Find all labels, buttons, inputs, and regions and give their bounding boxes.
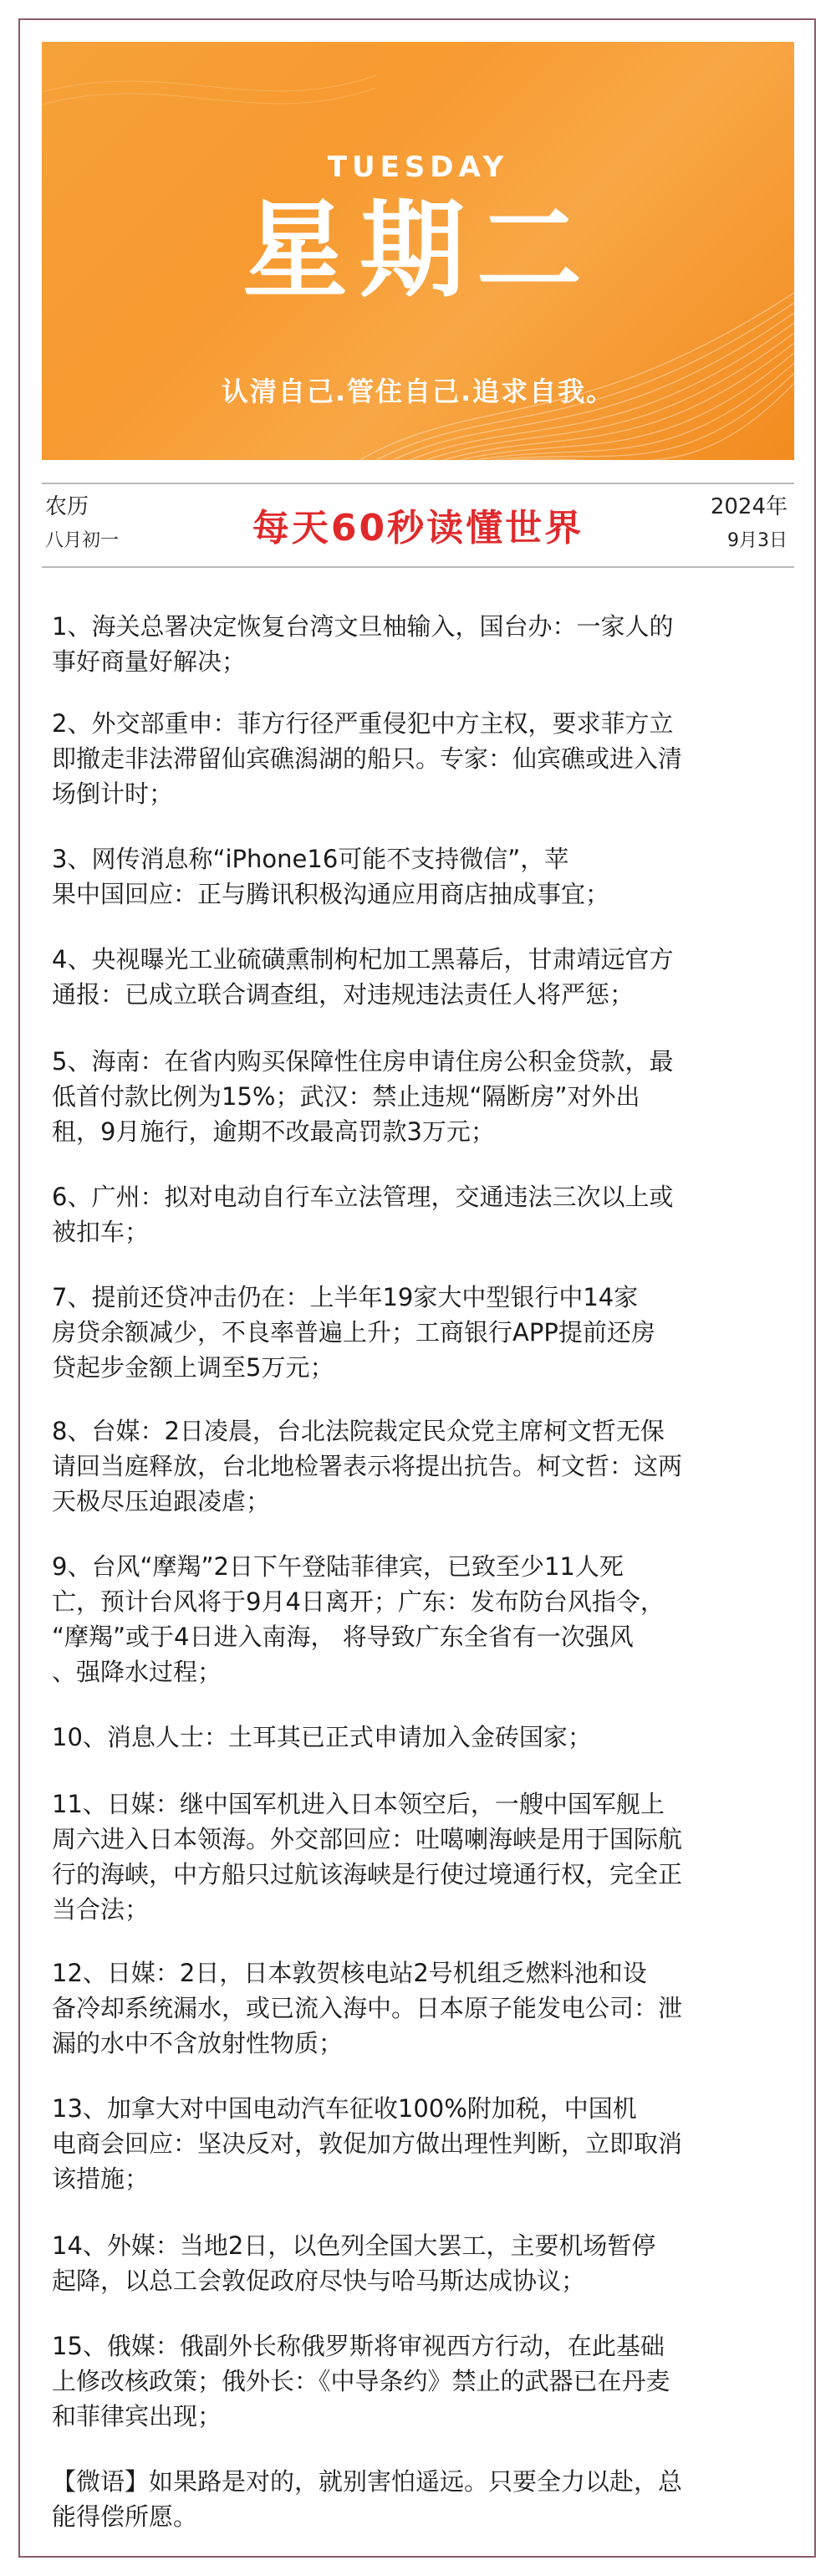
news-line: 周六进入日本领海。外交部回应：吐噶喇海峡是用于国际航: [52, 1825, 683, 1853]
news-line: 低首付款比例为15%；武汉：禁止违规“隔断房”对外出: [52, 1082, 640, 1111]
news-line: 亡，预计台风将于9月4日离开；广东：发布防台风指令，: [52, 1587, 665, 1616]
news-line: 6、广州：拟对电动自行车立法管理，交通违法三次以上或: [52, 1183, 674, 1211]
news-line: 请回当庭释放，台北地检署表示将提出抗告。柯文哲：这两: [52, 1452, 683, 1480]
header-bottom-rule: [42, 566, 794, 568]
news-line: 【微语】如果路是对的，就别害怕遥远。只要全力以赴，总: [52, 2467, 683, 2496]
weekday-chinese: 星期二: [242, 189, 594, 312]
gregorian-date: 9月3日: [727, 530, 788, 551]
news-line: 3、网传消息称“iPhone16可能不支持微信”，苹: [52, 845, 569, 873]
news-line: 房贷余额减少，不良率普遍上升；工商银行APP提前还房: [52, 1318, 655, 1347]
news-line: “摩羯”或于4日进入南海， 将导致广东全省有一次强风: [52, 1623, 634, 1651]
news-item: [52, 841, 786, 912]
news-line: 和菲律宾出现；: [52, 2402, 222, 2430]
news-item: [52, 1413, 786, 1519]
news-line: 1、海关总署决定恢复台湾文旦柚输入，国台办：一家人的: [52, 612, 674, 641]
news-line: 上修改核政策；俄外长：《中导条约》禁止的武器已在丹麦: [52, 2367, 670, 2395]
lunar-label: 农历: [45, 494, 89, 519]
news-line: 2、外交部重申：菲方行径严重侵犯中方主权，要求菲方立: [52, 709, 674, 738]
news-item: [52, 706, 786, 811]
news-line: 12、日媒：2日，日本敦贺核电站2号机组乏燃料池和设: [52, 1959, 647, 1987]
news-item: [52, 1044, 786, 1149]
gregorian-year: 2024年: [710, 494, 788, 519]
news-line: 行的海峡，中方船只过航该海峡是行使过境通行权，完全正: [52, 1860, 683, 1889]
news-line: 备冷却系统漏水，或已流入海中。日本原子能发电公司：泄: [52, 1994, 683, 2022]
news-item: [52, 1549, 786, 1689]
news-line: 13、加拿大对中国电动汽车征收100%附加税，中国机: [52, 2094, 637, 2123]
news-item: [52, 609, 786, 679]
news-line: 5、海南：在省内购买保障性住房申请住房公积金贷款，最: [52, 1047, 674, 1076]
news-line: 当合法；: [52, 1895, 150, 1924]
news-item: [52, 942, 786, 1012]
news-line: 8、台媒：2日凌晨，台北法院裁定民众党主席柯文哲无保: [52, 1417, 665, 1445]
news-line: 9、台风“摩羯”2日下午登陆菲律宾，已致至少11人死: [52, 1552, 624, 1581]
news-line: 15、俄媒：俄副外长称俄罗斯将审视西方行动，在此基础: [52, 2332, 665, 2360]
closing-quote: [52, 2464, 786, 2534]
news-line: 漏的水中不含放射性物质；: [52, 2029, 344, 2057]
news-line: 电商会回应：坚决反对，敦促加方做出理性判断，立即取消: [52, 2129, 683, 2158]
news-line: 7、提前还贷冲击仍在：上半年19家大中型银行中14家: [52, 1283, 639, 1311]
news-item: [52, 1720, 786, 1755]
news-line: 被扣车；: [52, 1218, 150, 1246]
news-line: 即撤走非法滞留仙宾礁潟湖的船只。专家：仙宾礁或进入清: [52, 744, 683, 773]
news-line: 起降，以总工会敦促政府尽快与哈马斯达成协议；: [52, 2267, 586, 2295]
news-line: 该措施；: [52, 2165, 150, 2193]
news-line: 租，9月施行，逾期不改最高罚款3万元；: [52, 1117, 495, 1146]
news-line: 11、日媒：继中国军机进入日本领空后，一艘中国军舰上: [52, 1790, 665, 1818]
news-line: 事好商量好解决；: [52, 647, 247, 676]
news-line: 天极尽压迫跟凌虐；: [52, 1487, 271, 1515]
news-item: [52, 1280, 786, 1385]
page-title: 每天60秒读懂世界: [252, 507, 584, 549]
weekday-english: TUESDAY: [327, 151, 509, 184]
news-line: 贷起步金额上调至5万元；: [52, 1353, 334, 1382]
news-line: 、强降水过程；: [52, 1658, 222, 1686]
banner-motto: 认清自己.管住自己.追求自我。: [221, 376, 615, 407]
news-line: 通报：已成立联合调查组，对违规违法责任人将严惩；: [52, 980, 635, 1009]
news-line: 能得偿所愿。: [52, 2502, 198, 2531]
news-item: [52, 1786, 786, 1927]
lunar-date: 八月初一: [45, 530, 120, 551]
news-line: 4、央视曝光工业硫磺熏制枸杞加工黑幕后，甘肃靖远官方: [52, 945, 674, 974]
news-item: [52, 2228, 786, 2298]
news-item: [52, 2328, 786, 2434]
weekday-banner: [42, 42, 794, 460]
news-line: 场倒计时；: [52, 779, 174, 808]
news-line: 14、外媒：当地2日，以色列全国大罢工，主要机场暂停: [52, 2231, 656, 2260]
news-item: [52, 2091, 786, 2196]
news-line: 果中国回应：正与腾讯积极沟通应用商店抽成事宜；: [52, 880, 610, 908]
date-header: [42, 483, 794, 566]
news-item: [52, 1179, 786, 1250]
news-line: 10、消息人士：土耳其已正式申请加入金砖国家；: [52, 1723, 592, 1751]
news-item: [52, 1955, 786, 2061]
